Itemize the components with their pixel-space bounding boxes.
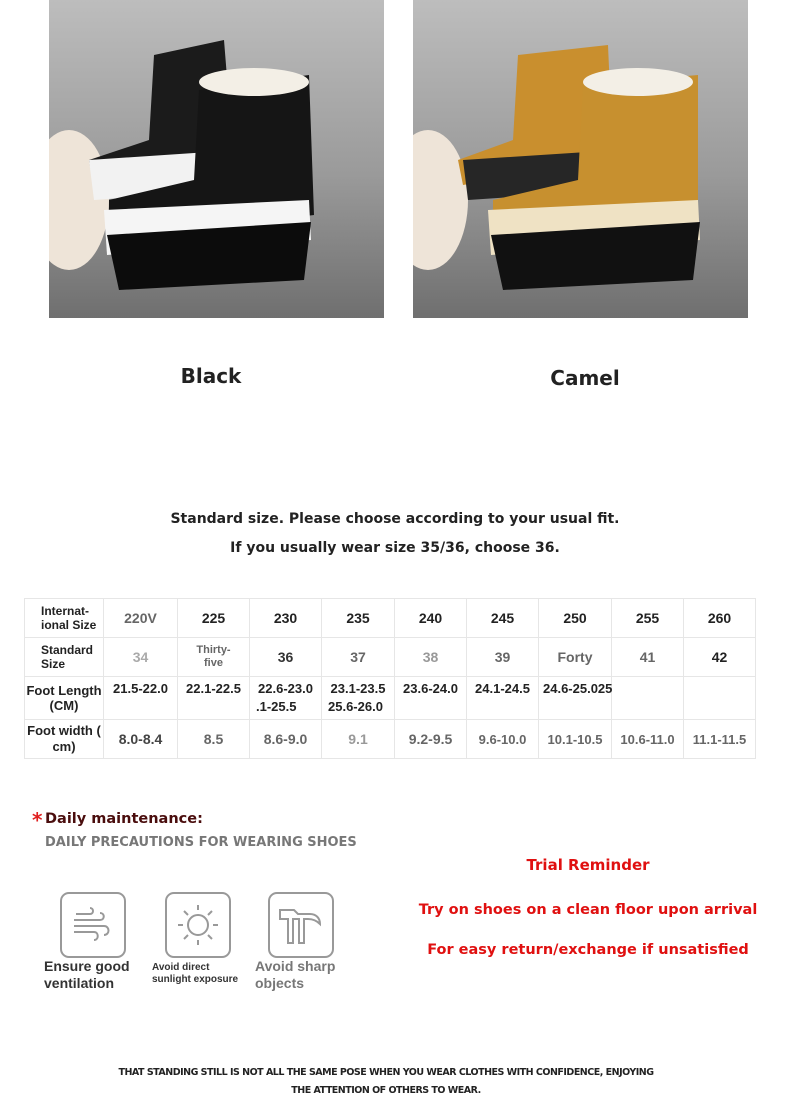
color-label-camel: Camel bbox=[550, 366, 620, 390]
size-note-2: If you usually wear size 35/36, choose 36. bbox=[230, 540, 560, 556]
table-cell: 235 bbox=[322, 599, 395, 638]
table-cell bbox=[250, 677, 322, 720]
table-cell: 24.1-24.5 bbox=[467, 677, 539, 720]
table-cell bbox=[322, 677, 395, 720]
table-cell: 9.6-10.0 bbox=[467, 720, 539, 759]
table-cell: 9.1 bbox=[322, 720, 395, 759]
table-cell: 225 bbox=[178, 599, 250, 638]
table-cell: 11.1-11.5 bbox=[684, 720, 756, 759]
camel-boots-photo bbox=[413, 0, 748, 318]
row-header: Foot width ( cm) bbox=[25, 720, 104, 759]
row-header: Internat-ional Size bbox=[25, 599, 104, 638]
row-header: Standard Size bbox=[25, 638, 104, 677]
maintenance-title: Daily maintenance: bbox=[45, 811, 203, 827]
table-cell: 10.1-10.5 bbox=[539, 720, 612, 759]
table-cell: 8.5 bbox=[178, 720, 250, 759]
table-cell: 24.6-25.025 bbox=[539, 677, 612, 720]
footer-slogan bbox=[0, 1064, 772, 1100]
table-cell: 38 bbox=[395, 638, 467, 677]
black-boots-photo bbox=[49, 0, 384, 318]
row-header: Foot Length (CM) bbox=[25, 677, 104, 720]
maintenance-subtitle: DAILY PRECAUTIONS FOR WEARING SHOES bbox=[45, 835, 357, 850]
footer-line-1: THAT STANDING STILL IS NOT ALL THE SAME POSE WHEN YOU WEAR CLOTHES WITH CONFIDENCE, ENJOYING bbox=[118, 1067, 654, 1078]
table-cell: 260 bbox=[684, 599, 756, 638]
sun-icon bbox=[165, 892, 231, 958]
table-cell: 240 bbox=[395, 599, 467, 638]
overflow-text: 25.6-26.0 bbox=[328, 699, 383, 714]
table-cell: 245 bbox=[467, 599, 539, 638]
table-row-international bbox=[25, 599, 756, 638]
sharp-objects-label: Avoid sharp objects bbox=[255, 958, 336, 991]
table-cell: 37 bbox=[322, 638, 395, 677]
trial-reminder-line1: Try on shoes on a clean floor upon arrival bbox=[418, 902, 758, 918]
hammer-icon bbox=[268, 892, 334, 958]
table-cell: 9.2-9.5 bbox=[395, 720, 467, 759]
table-row-foot-width bbox=[25, 720, 756, 759]
sunlight-label: Avoid direct sunlight exposure bbox=[152, 962, 239, 985]
cell-text: 23.1-23.5 bbox=[330, 681, 386, 696]
table-cell: Thirty-five bbox=[178, 638, 250, 677]
table-cell: 8.0-8.4 bbox=[104, 720, 178, 759]
table-cell: 41 bbox=[612, 638, 684, 677]
table-cell: 250 bbox=[539, 599, 612, 638]
table-row-standard bbox=[25, 638, 756, 677]
overflow-text: .1-25.5 bbox=[256, 699, 297, 714]
table-cell: 22.1-22.5 bbox=[178, 677, 250, 720]
table-cell: 39 bbox=[467, 638, 539, 677]
table-cell: 42 bbox=[684, 638, 756, 677]
table-cell: 255 bbox=[612, 599, 684, 638]
cell-text: 22.6-23.0 bbox=[258, 681, 313, 696]
table-cell: 36 bbox=[250, 638, 322, 677]
table-cell: 230 bbox=[250, 599, 322, 638]
wind-icon bbox=[60, 892, 126, 958]
star-marker: * bbox=[32, 808, 43, 832]
table-cell: 220V bbox=[104, 599, 178, 638]
size-note-1: Standard size. Please choose according to your usual fit. bbox=[170, 511, 620, 527]
table-cell: 10.6-11.0 bbox=[612, 720, 684, 759]
footer-line-2: THE ATTENTION OF OTHERS TO WEAR. bbox=[291, 1085, 481, 1096]
table-row-foot-length bbox=[25, 677, 756, 720]
table-cell: 21.5-22.0 bbox=[104, 677, 178, 720]
color-label-black: Black bbox=[180, 364, 242, 388]
table-cell: 34 bbox=[104, 638, 178, 677]
table-cell: Forty bbox=[539, 638, 612, 677]
trial-reminder-title: Trial Reminder bbox=[526, 856, 650, 874]
table-cell: 8.6-9.0 bbox=[250, 720, 322, 759]
ventilation-label: Ensure good ventilation bbox=[44, 958, 130, 991]
size-table bbox=[24, 598, 756, 759]
table-cell: 23.6-24.0 bbox=[395, 677, 467, 720]
trial-reminder-line2: For easy return/exchange if unsatisfied bbox=[427, 942, 749, 958]
